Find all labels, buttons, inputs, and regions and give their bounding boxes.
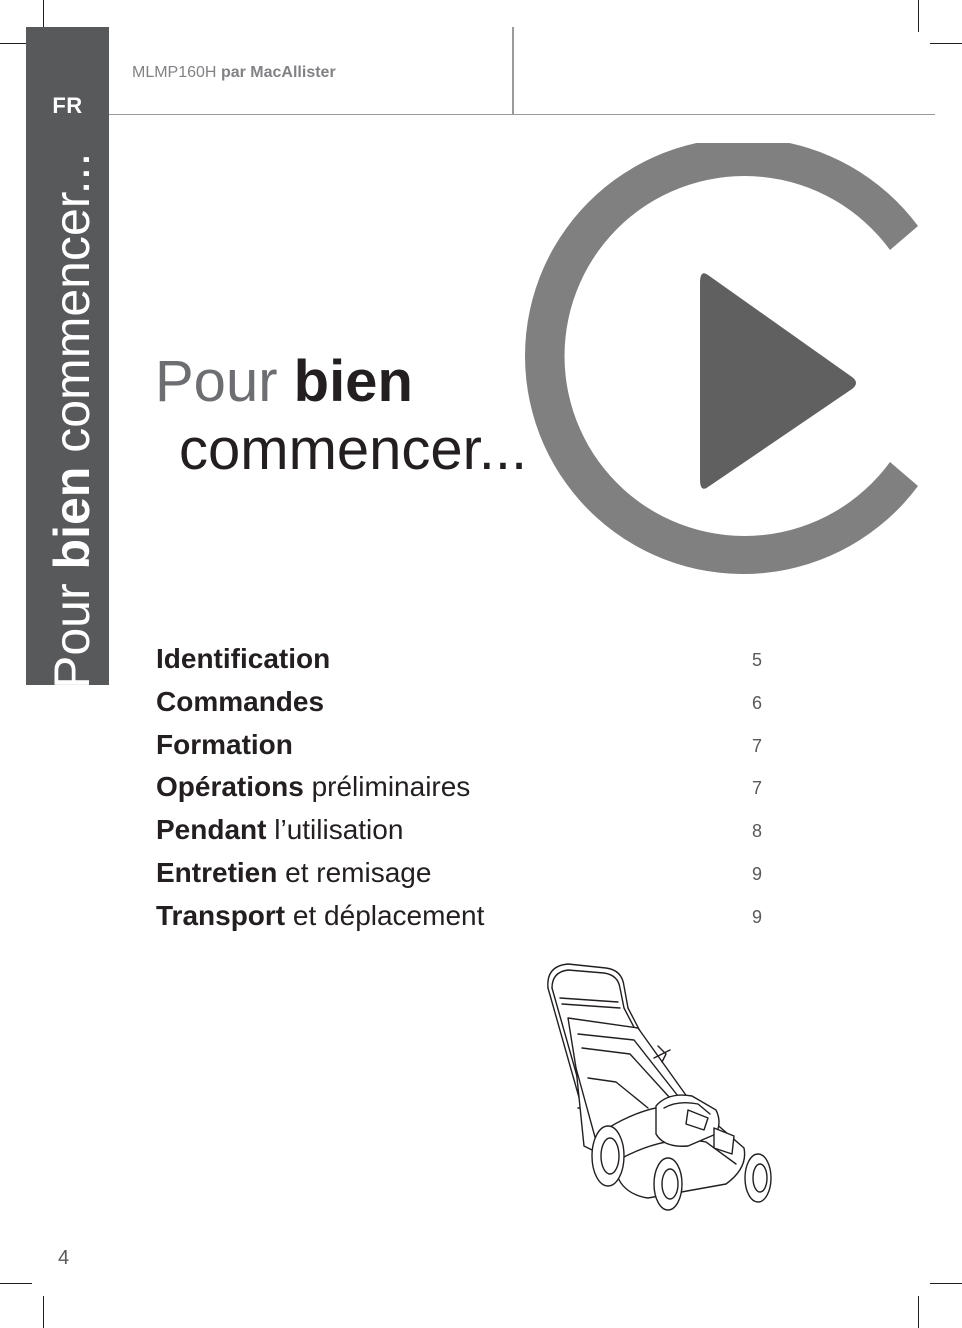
section-side-tab [26, 27, 109, 689]
model-name: MLMP160H [132, 64, 217, 81]
toc-page-number: 6 [751, 692, 762, 713]
play-triangle [700, 273, 856, 489]
crop-mark [918, 1296, 919, 1328]
toc-entry-transport[interactable] [156, 896, 766, 939]
toc-entry-bold: Formation [156, 728, 293, 760]
title-bold: bien [293, 349, 413, 414]
toc-entry-rest: l’utilisation [266, 814, 404, 846]
toc-entry-bold: Identification [156, 643, 331, 674]
toc-entry-identification[interactable] [156, 639, 766, 682]
toc-page-number: 8 [751, 821, 762, 842]
toc-page-number: 7 [751, 735, 762, 756]
header-divider [512, 27, 514, 115]
page-title [155, 348, 527, 484]
table-of-contents [156, 639, 766, 939]
toc-entry-bold: Opérations [156, 771, 304, 803]
toc-page-number: 9 [751, 906, 762, 927]
side-title-rest: commencer... [44, 152, 100, 453]
toc-page-number: 7 [751, 778, 762, 799]
crop-mark [0, 1283, 32, 1284]
toc-page-number: 5 [751, 650, 762, 670]
play-icon [512, 143, 920, 621]
side-title-bold: bien [44, 466, 100, 570]
toc-entry-operations[interactable] [156, 767, 766, 810]
title-light: Pour [155, 349, 278, 414]
toc-entry-entretien[interactable] [156, 853, 766, 896]
crop-mark [930, 1283, 962, 1284]
toc-entry-bold: Entretien [156, 856, 278, 888]
toc-entry-rest: et remisage [277, 856, 432, 888]
header-model [132, 64, 336, 82]
brand-par: par [220, 64, 246, 81]
crop-mark [930, 43, 962, 44]
toc-entry-bold: Transport [156, 899, 286, 931]
header-rule [109, 114, 935, 115]
toc-entry-rest: préliminaires [303, 771, 471, 803]
crop-mark [918, 0, 919, 32]
page-number: 4 [58, 1247, 70, 1269]
toc-entry-commandes[interactable] [156, 682, 766, 725]
language-label: FR [52, 93, 83, 118]
toc-entry-bold: Pendant [156, 814, 267, 846]
toc-entry-pendant[interactable] [156, 810, 766, 853]
toc-entry-bold: Commandes [156, 685, 325, 717]
lawn-mower-illustration [538, 958, 778, 1216]
side-section-title [44, 153, 100, 689]
side-title-regular: Pour [44, 583, 100, 689]
brand-name: MacAllister [250, 64, 336, 81]
toc-entry-rest: et déplacement [285, 899, 485, 931]
crop-mark [43, 1296, 44, 1328]
toc-entry-formation[interactable] [156, 725, 766, 768]
toc-page-number: 9 [751, 863, 762, 884]
title-line2: commencer... [179, 417, 528, 482]
